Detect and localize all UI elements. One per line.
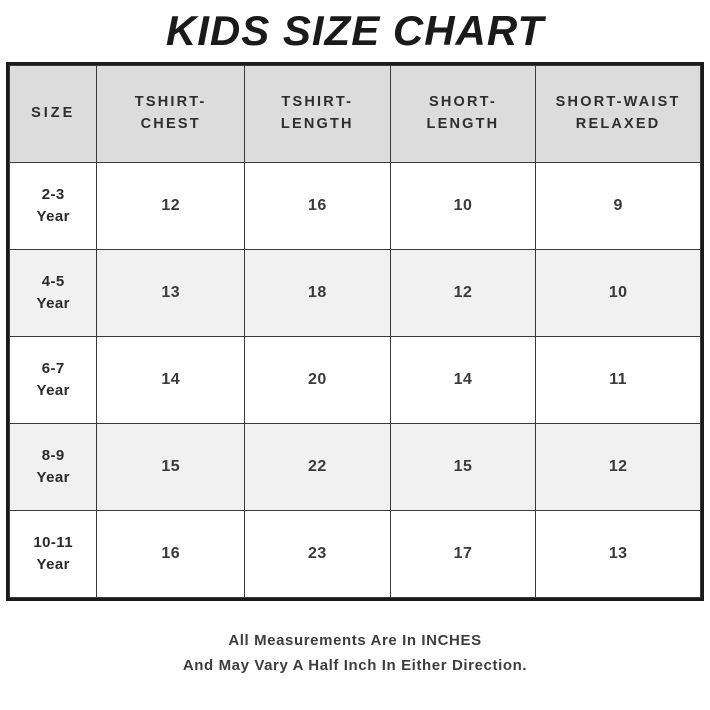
cell-short-length: 10: [390, 163, 536, 250]
row-size-line2: Year: [36, 382, 70, 399]
column-header-short-waist-relaxed: [536, 66, 701, 163]
column-header-tshirt-length-line1: TSHIRT-: [281, 94, 354, 111]
column-header-short-length-line1: SHORT-: [428, 94, 497, 111]
cell-tshirt-chest: 12: [97, 163, 245, 250]
table-row: [10, 337, 701, 424]
size-table: [9, 65, 701, 598]
cell-tshirt-chest: 15: [97, 424, 245, 511]
column-header-short-waist-relaxed-line1: SHORT-WAIST: [555, 94, 681, 111]
column-header-tshirt-length: [245, 66, 391, 163]
table-header: [10, 66, 701, 163]
table-row: [10, 250, 701, 337]
table-row: [10, 163, 701, 250]
row-size-label: [10, 250, 97, 337]
cell-short-waist-relaxed: 13: [536, 511, 701, 598]
cell-tshirt-length: 23: [245, 511, 391, 598]
chart-title-bar: [0, 0, 710, 62]
column-header-short-length-line2: LENGTH: [426, 116, 500, 132]
column-header-tshirt-chest-line2: CHEST: [140, 116, 201, 132]
row-size-label: [10, 424, 97, 511]
cell-tshirt-chest: 14: [97, 337, 245, 424]
cell-tshirt-length: 16: [245, 163, 391, 250]
cell-short-waist-relaxed: 12: [536, 424, 701, 511]
row-size-line1: 10-11: [33, 534, 73, 552]
cell-short-waist-relaxed: 11: [536, 337, 701, 424]
cell-tshirt-length: 20: [245, 337, 391, 424]
row-size-label: [10, 337, 97, 424]
cell-short-length: 15: [390, 424, 536, 511]
page-title: KIDS SIZE CHART: [165, 7, 545, 54]
column-header-short-length: [390, 66, 536, 163]
row-size-label: [10, 163, 97, 250]
table-row: [10, 511, 701, 598]
column-header-tshirt-chest: [97, 66, 245, 163]
cell-tshirt-length: 18: [245, 250, 391, 337]
row-size-line2: Year: [36, 208, 70, 225]
row-size-line1: 6-7: [41, 360, 65, 378]
cell-short-length: 12: [390, 250, 536, 337]
row-size-line2: Year: [36, 556, 70, 573]
table-row: [10, 424, 701, 511]
row-size-line2: Year: [36, 295, 70, 312]
row-size-line1: 2-3: [41, 186, 65, 204]
cell-tshirt-length: 22: [245, 424, 391, 511]
column-header-size: [10, 66, 97, 163]
column-header-short-waist-relaxed-line2: RELAXED: [575, 116, 661, 132]
cell-tshirt-chest: 13: [97, 250, 245, 337]
cell-short-length: 14: [390, 337, 536, 424]
cell-tshirt-chest: 16: [97, 511, 245, 598]
row-size-line1: 4-5: [41, 273, 65, 291]
cell-short-waist-relaxed: 10: [536, 250, 701, 337]
measurement-note-line2: And May Vary A Half Inch In Either Direction.: [182, 656, 528, 674]
size-table-container: [6, 62, 704, 601]
cell-short-length: 17: [390, 511, 536, 598]
row-size-line2: Year: [36, 469, 70, 486]
row-size-label: [10, 511, 97, 598]
row-size-line1: 8-9: [41, 447, 65, 465]
column-header-tshirt-chest-line1: TSHIRT-: [134, 94, 207, 111]
column-header-tshirt-length-line2: LENGTH: [280, 116, 354, 132]
table-body: [10, 163, 701, 598]
measurement-note-line1: All Measurements Are In INCHES: [228, 631, 482, 649]
measurement-note: [0, 601, 710, 710]
table-header-row: [10, 66, 701, 163]
cell-short-waist-relaxed: 9: [536, 163, 701, 250]
column-header-size-line1: SIZE: [31, 105, 76, 122]
